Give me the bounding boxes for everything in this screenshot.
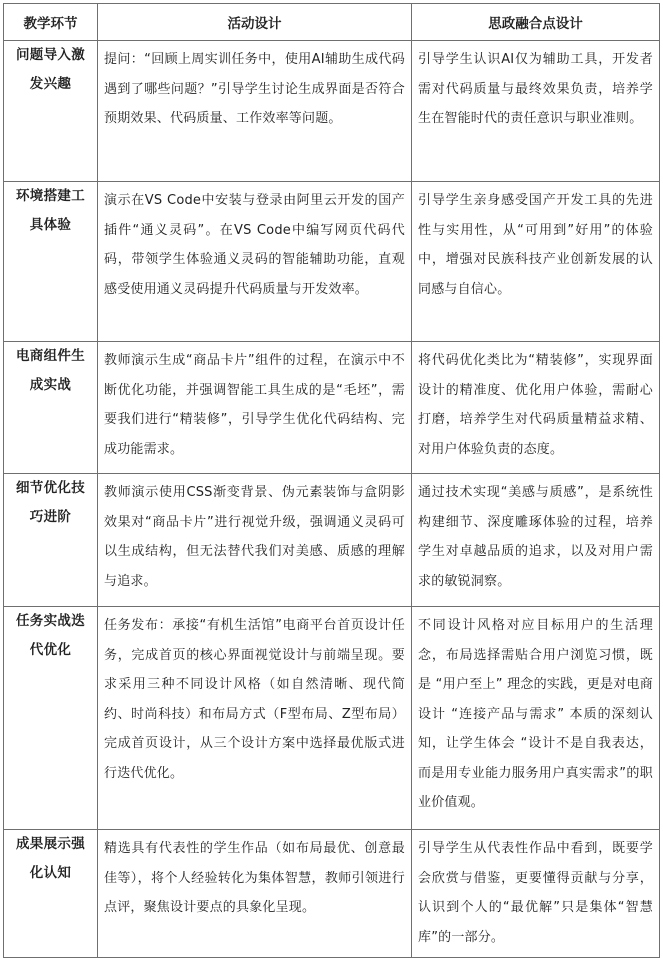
phase-name: 细节优化技巧进阶 <box>16 480 85 525</box>
phase-name: 问题导入激发兴趣 <box>16 47 85 92</box>
ideology-cell: 引导学生亲身感受国产开发工具的先进性与实用性，从“可用到”好用”的体验中，增强对民族科技产业创新发展的认同感与自信心。 <box>412 182 660 342</box>
phase-cell <box>4 474 98 607</box>
header-activity: 活动设计 <box>98 4 412 41</box>
phase-cell <box>4 41 98 182</box>
ideology-cell: 引导学生从代表性作品中看到，既要学会欣赏与借鉴，更要懂得贡献与分享，认识到个人的“最优解”只是集体“智慧库”的一部分。 <box>412 830 660 958</box>
table-row <box>4 830 660 958</box>
activity-cell: 任务发布：承接“有机生活馆”电商平台首页设计任务，完成首页的核心界面视觉设计与前端呈现。要求采用三种不同设计风格（如自然清晰、现代简约、时尚科技）和布局方式（F型布局、Z型布局）完成首页设计，从三个设计方案中选择最优版式进行迭代优化。 <box>98 607 412 830</box>
phase-name: 任务实战迭代优化 <box>16 613 85 658</box>
table-row <box>4 342 660 474</box>
activity-cell: 教师演示使用CSS渐变背景、伪元素装饰与盒阴影效果对“商品卡片”进行视觉升级，强调通义灵码可以生成结构，但无法替代我们对美感、质感的理解与追求。 <box>98 474 412 607</box>
table-row <box>4 182 660 342</box>
lesson-design-table <box>3 3 660 958</box>
table-row <box>4 474 660 607</box>
activity-cell: 教师演示生成“商品卡片”组件的过程，在演示中不断优化功能，并强调智能工具生成的是“毛坯”，需要我们进行“精装修”，引导学生优化代码结构、完成功能需求。 <box>98 342 412 474</box>
ideology-cell: 将代码优化类比为“精装修”，实现界面设计的精准度、优化用户体验，需耐心打磨，培养学生对代码质量精益求精、对用户体验负责的态度。 <box>412 342 660 474</box>
phase-name: 环境搭建工具体验 <box>16 188 85 233</box>
phase-cell <box>4 830 98 958</box>
ideology-cell: 不同设计风格对应目标用户的生活理念，布局选择需贴合用户浏览习惯，既是 “用户至上” 理念的实践，更是对电商设计 “连接产品与需求” 本质的深刻认知，让学生体会 “设计不是自我表达，而是用专业能力服务用户真实需求”的职业价值观。 <box>412 607 660 830</box>
table-row <box>4 607 660 830</box>
phase-cell <box>4 342 98 474</box>
header-phase: 教学环节 <box>4 4 98 41</box>
table-header-row <box>4 4 660 41</box>
ideology-cell: 引导学生认识AI仅为辅助工具，开发者需对代码质量与最终效果负责，培养学生在智能时代的责任意识与职业准则。 <box>412 41 660 182</box>
table-row <box>4 41 660 182</box>
activity-cell: 提问：“回顾上周实训任务中，使用AI辅助生成代码遇到了哪些问题？”引导学生讨论生成界面是否符合预期效果、代码质量、工作效率等问题。 <box>98 41 412 182</box>
phase-cell <box>4 607 98 830</box>
ideology-cell: 通过技术实现“美感与质感”，是系统性构建细节、深度雕琢体验的过程，培养学生对卓越品质的追求，以及对用户需求的敏锐洞察。 <box>412 474 660 607</box>
phase-cell <box>4 182 98 342</box>
header-ideology: 思政融合点设计 <box>412 4 660 41</box>
phase-name: 电商组件生成实战 <box>16 348 85 393</box>
phase-name: 成果展示强化认知 <box>16 836 85 881</box>
activity-cell: 精选具有代表性的学生作品（如布局最优、创意最佳等），将个人经验转化为集体智慧，教师引领进行点评，聚焦设计要点的具象化呈现。 <box>98 830 412 958</box>
activity-cell: 演示在VS Code中安装与登录由阿里云开发的国产插件“通义灵码”。在VS Code中编写网页代码代码，带领学生体验通义灵码的智能辅助功能，直观感受使用通义灵码提升代码质量与开发效率。 <box>98 182 412 342</box>
